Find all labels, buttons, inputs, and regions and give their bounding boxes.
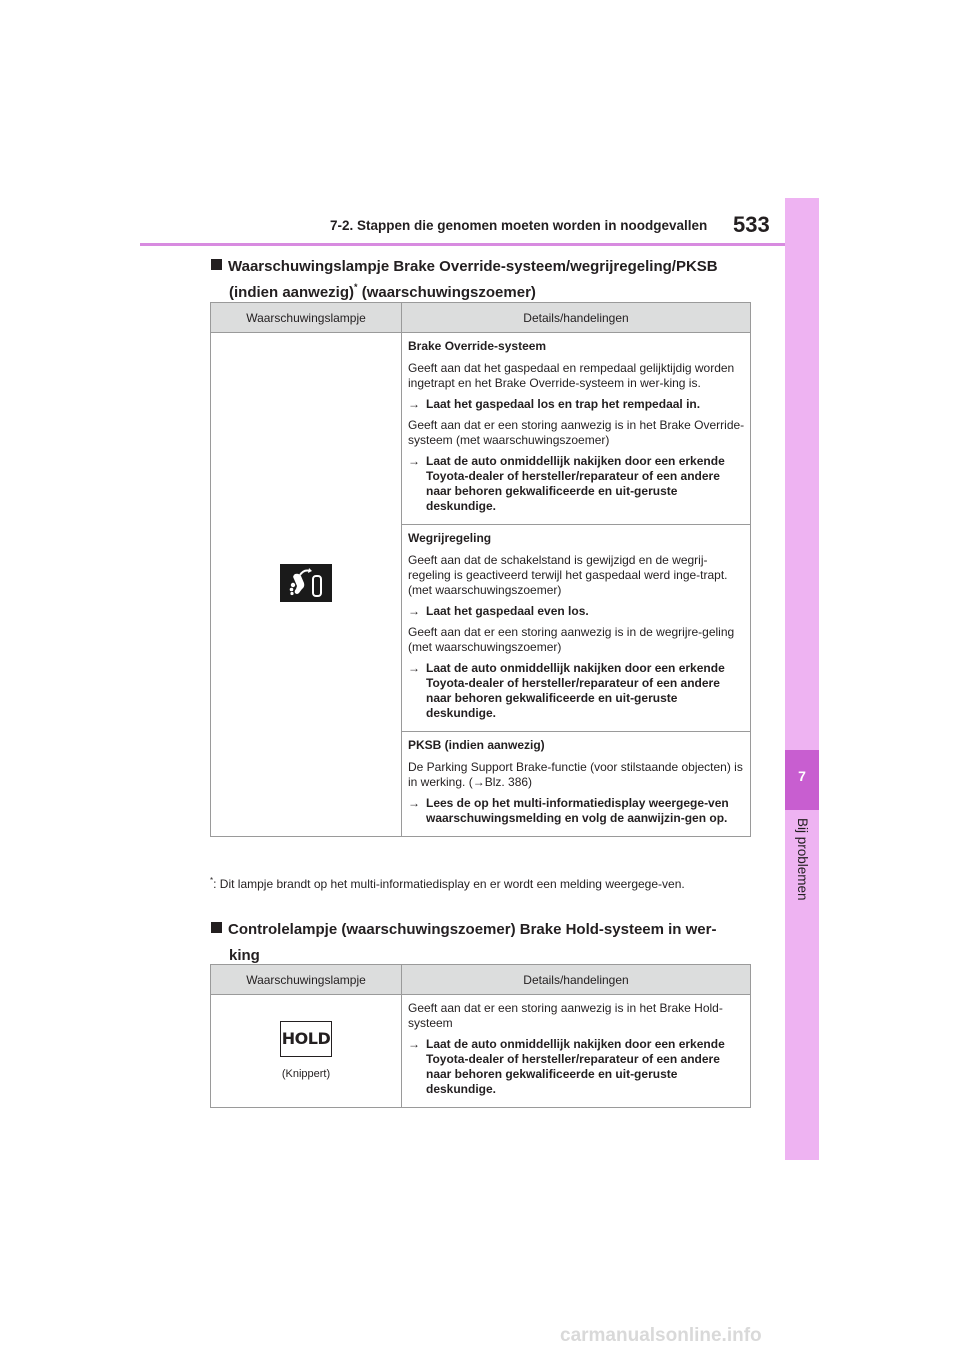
header-rule	[140, 243, 785, 246]
arrow-icon: →	[408, 397, 420, 411]
action-item	[408, 1037, 745, 1097]
side-tab-number: 7	[798, 768, 806, 784]
block-text	[408, 760, 745, 790]
arrow-icon: →	[408, 796, 420, 810]
footnote	[210, 872, 755, 893]
action-text: Laat het gaspedaal even los.	[426, 604, 589, 618]
heading-line1: Waarschuwingslampje Brake Override-systeem/wegrijregeling/PKSB	[228, 258, 718, 275]
block-text: Geeft aan dat er een storing aanwezig is in de wegrijre-geling (met waarschuwingszoemer)	[408, 625, 735, 654]
action-text: Laat de auto onmiddellijk nakijken door een erkende Toyota-dealer of hersteller/reparateur of een andere naar behoren gekwalificeerde en uit-geruste deskundige.	[426, 661, 725, 720]
details-cell	[402, 995, 751, 1108]
action-text: Lees de op het multi-informatiedisplay weergege-ven waarschuwingsmelding en volg de aanwijzin-gen op.	[426, 796, 729, 825]
block-title: PKSB (indien aanwezig)	[408, 738, 545, 752]
page-ref-arrow-icon: →	[472, 775, 485, 789]
brake-override-warning-icon	[280, 564, 332, 602]
details-cell	[402, 333, 751, 837]
side-tab-label: Bij problemen	[795, 818, 810, 901]
arrow-icon: →	[408, 454, 420, 468]
column-header-details: Details/handelingen	[402, 303, 751, 333]
arrow-icon: →	[408, 1037, 420, 1051]
action-item	[408, 796, 745, 826]
block-title: Brake Override-systeem	[408, 339, 547, 353]
arrow-icon: →	[408, 661, 420, 675]
bullet-square-icon	[211, 922, 222, 933]
section-heading-brake-hold	[211, 917, 771, 969]
action-item	[408, 661, 745, 721]
footnote-mark: *	[210, 876, 214, 885]
page-reference-link[interactable]: Blz. 386)	[484, 775, 533, 789]
lamp-cell	[211, 333, 402, 837]
action-text: Laat het gaspedaal los en trap het rempedaal in.	[426, 397, 701, 411]
heading-text-a: (indien aanwezig)	[229, 284, 355, 301]
heading-line2: king	[229, 947, 260, 964]
chapter-title: 7-2. Stappen die genomen moeten worden in noodgevallen	[330, 218, 708, 233]
heading-text-b: (waarschuwingszoemer)	[357, 284, 536, 301]
column-header-details: Details/handelingen	[402, 965, 751, 995]
arrow-icon: →	[408, 604, 420, 618]
footnote-mark: *	[354, 282, 358, 292]
side-tab-strip	[785, 198, 819, 1160]
block-text-a: De Parking Support Brake-functie (voor stilstaande objecten) is in werking. (	[408, 760, 743, 789]
page-number: 533	[733, 212, 770, 237]
block-text: Geeft aan dat er een storing aanwezig is in het Brake Override-systeem (met waarschuwingszoemer)	[408, 418, 745, 447]
block-text: Geeft aan dat de schakelstand is gewijzigd en de wegrij-regeling is geactiveerd terwijl het gaspedaal werd inge-trapt. (met waarschuwingszoemer)	[408, 553, 728, 597]
lamp-caption: (Knippert)	[281, 1067, 331, 1080]
section-heading-brake-override	[211, 254, 771, 306]
details-block-pksb	[402, 732, 750, 836]
block-text: Geeft aan dat het gaspedaal en rempedaal gelijktijdig worden ingetrapt en het Brake Override-systeem in wer-king is.	[408, 361, 735, 390]
action-text: Laat de auto onmiddellijk nakijken door een erkende Toyota-dealer of hersteller/reparateur of een andere naar behoren gekwalificeerde en uit-geruste deskundige.	[426, 454, 725, 513]
block-title: Wegrijregeling	[408, 531, 492, 545]
column-header-lamp: Waarschuwingslampje	[211, 965, 402, 995]
warning-table-brake-hold	[210, 964, 751, 1108]
bullet-square-icon	[211, 259, 222, 270]
column-header-lamp: Waarschuwingslampje	[211, 303, 402, 333]
brake-hold-lamp-icon: HOLD	[280, 1021, 332, 1057]
lamp-cell	[211, 995, 402, 1108]
action-item	[408, 604, 745, 619]
action-text: Laat de auto onmiddellijk nakijken door een erkende Toyota-dealer of hersteller/reparateur of een andere naar behoren gekwalificeerde en uit-geruste deskundige.	[426, 1037, 725, 1096]
footnote-text: : Dit lampje brandt op het multi-informatiedisplay en er wordt een melding weergege-ven.	[213, 877, 685, 891]
details-block-wegrijregeling	[402, 525, 750, 732]
details-block-brake-hold	[402, 995, 750, 1107]
action-item	[408, 397, 745, 412]
details-block-brake-override	[402, 333, 750, 525]
heading-line1: Controlelampje (waarschuwingszoemer) Brake Hold-systeem in wer-	[228, 921, 717, 938]
watermark: carmanualsonline.info	[560, 1325, 762, 1346]
warning-table-brake-override	[210, 302, 751, 837]
action-item	[408, 454, 745, 514]
block-text: Geeft aan dat er een storing aanwezig is in het Brake Hold-systeem	[408, 1001, 723, 1030]
